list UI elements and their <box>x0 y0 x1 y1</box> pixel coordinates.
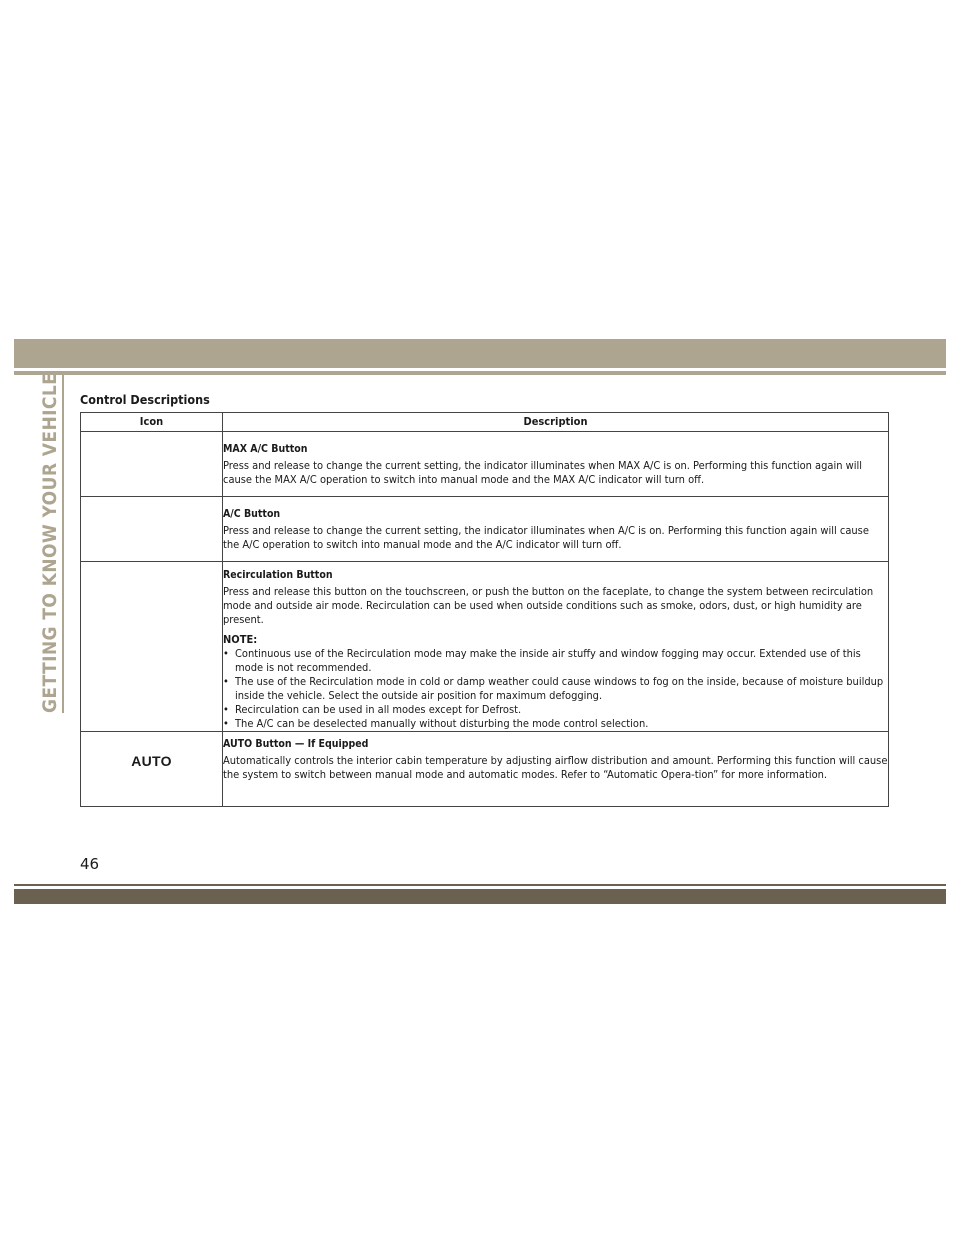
auto-text: Automatically controls the interior cabin temperature by adjusting airflow distribution and amount. Performing this function will cause the system to switch between manual mode and automatic modes. Refer to “Automatic Opera-tion” for more information. <box>223 754 888 781</box>
chapter-side-tab-label: GETTING TO KNOW YOUR VEHICLE <box>39 373 64 713</box>
table-header-row <box>81 413 889 432</box>
auto-description-cell <box>223 732 889 807</box>
footer-band <box>14 889 946 904</box>
recirculation-text: Press and release this button on the touchscreen, or push the button on the faceplate, to change the system between recirculation mode and outside air mode. Recirculation can be used when outside conditions such as smoke, odors, dust, or high humidity are present. <box>223 585 874 626</box>
max-ac-title: MAX A/C Button <box>223 443 308 455</box>
footer-rule <box>14 884 946 886</box>
max-ac-text: Press and release to change the current setting, the indicator illuminates when MAX A/C is on. Performing this function again will cause the MAX A/C operation to switch into manual mode and the MAX A/C indicator will turn off. <box>223 459 862 486</box>
recirculation-title: Recirculation Button <box>223 569 333 581</box>
table-row-ac <box>81 497 889 562</box>
recirculation-description-cell <box>223 562 889 732</box>
note-item: • The use of the Recirculation mode in cold or damp weather could cause windows to fog on the inside, because of moisture buildup inside the vehicle. Select the outside air position for maximum defogging. <box>223 675 888 703</box>
header-icon: Icon <box>81 413 223 432</box>
note-item: • The A/C can be deselected manually without disturbing the mode control selection. <box>223 717 888 731</box>
note-label: NOTE: <box>223 633 258 646</box>
auto-title: AUTO Button — If Equipped <box>223 738 369 750</box>
note-item: • Recirculation can be used in all modes except for Defrost. <box>223 703 888 717</box>
ac-icon-cell <box>81 497 223 562</box>
table-row-recirculation <box>81 562 889 732</box>
auto-icon: AUTO <box>131 753 172 769</box>
header-band <box>14 339 946 368</box>
header-rule <box>14 371 946 375</box>
table-row-auto <box>81 732 889 807</box>
ac-description-cell <box>223 497 889 562</box>
note-item: • Continuous use of the Recirculation mode may make the inside air stuffy and window fogging may occur. Extended use of this mode is not recommended. <box>223 647 888 675</box>
max-ac-description-cell <box>223 432 889 497</box>
page-number: 46 <box>80 855 100 873</box>
ac-text: Press and release to change the current setting, the indicator illuminates when A/C is on. Performing this function again will cause the A/C operation to switch into manual mode and the A/C indicator will turn off. <box>223 524 869 551</box>
auto-icon-cell <box>81 732 223 807</box>
max-ac-icon-cell <box>81 432 223 497</box>
ac-title: A/C Button <box>223 508 281 520</box>
table-row-max-ac <box>81 432 889 497</box>
control-descriptions-table <box>80 412 889 807</box>
chapter-side-tab <box>36 372 66 715</box>
section-title: Control Descriptions <box>80 392 210 407</box>
recirculation-notes <box>223 647 888 731</box>
header-description: Description <box>223 413 889 432</box>
recirculation-icon-cell <box>81 562 223 732</box>
